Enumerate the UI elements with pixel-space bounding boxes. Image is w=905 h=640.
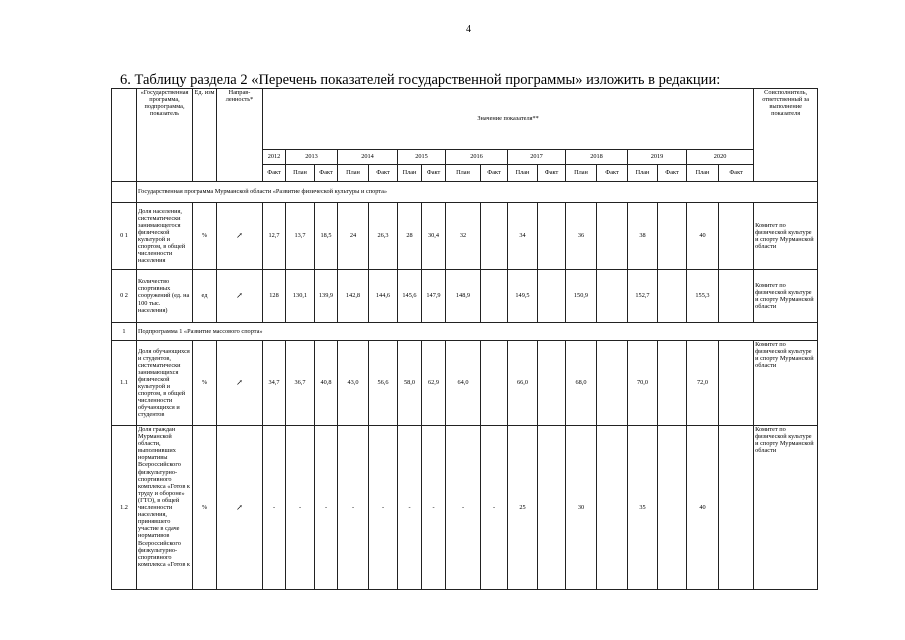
value-cell: 145,6 (398, 270, 422, 323)
unit-cell: % (193, 341, 217, 426)
value-cell: - (369, 426, 398, 590)
subprogram-row (112, 323, 818, 341)
indicator-name: Доля населения, систематически занимающегося физической культурой и спортом, в общей численности населения (137, 203, 193, 270)
unit-cell: % (193, 426, 217, 590)
sub-fact: Факт (315, 165, 338, 182)
value-cell: 34 (508, 203, 538, 270)
executor-cell: Комитет по физической культуре и спорту Мурманской области (754, 341, 818, 426)
unit-cell: ед (193, 270, 217, 323)
value-cell: 72,0 (687, 341, 719, 426)
executor-cell: Комитет по физической культуре и спорту Мурманской области (754, 426, 818, 590)
value-cell: 142,8 (338, 270, 369, 323)
value-cell: - (315, 426, 338, 590)
value-cell: 68,0 (566, 341, 597, 426)
value-cell: 152,7 (628, 270, 658, 323)
value-cell: 30 (566, 426, 597, 590)
value-cell (719, 270, 754, 323)
value-cell: 58,0 (398, 341, 422, 426)
value-cell: 28 (398, 203, 422, 270)
direction-arrow-icon: ↗ (217, 270, 263, 323)
sub-fact: Факт (263, 165, 286, 182)
direction-arrow-icon: ↗ (217, 203, 263, 270)
value-cell: 26,3 (369, 203, 398, 270)
value-cell (658, 426, 687, 590)
value-cell: 147,9 (422, 270, 446, 323)
unit-cell: % (193, 203, 217, 270)
year-2017: 2017 (508, 150, 566, 165)
table-row (112, 341, 818, 426)
sub-fact: Факт (422, 165, 446, 182)
indicator-name: Количество спортивных сооружений (ед. на 100 тыс. населения) (137, 270, 193, 323)
value-cell: 40 (687, 203, 719, 270)
page-heading: 6. Таблицу раздела 2 «Перечень показателей государственной программы» изложить в редакции: (120, 72, 721, 88)
header-indicator: «Государственная программа, подпрограмма, показатель (137, 89, 193, 182)
value-cell (719, 426, 754, 590)
value-cell: 25 (508, 426, 538, 590)
sub-fact: Факт (597, 165, 628, 182)
table-row (112, 270, 818, 323)
executor-cell: Комитет по физической культуре и спорту Мурманской области (754, 270, 818, 323)
sub-fact: Факт (481, 165, 508, 182)
indicators-table (111, 88, 818, 590)
value-cell: 70,0 (628, 341, 658, 426)
indicator-name: Доля граждан Мурманской области, выполнивших нормативы Всероссийского физкультурно-спортивного комплекса «Готов к труду и обороне» (ГТО), в общей численности населения, принявшего участие в сдаче нормативов Всероссийского физкультурно-спортивного комплекса «Готов к (137, 426, 193, 590)
value-cell: 149,5 (508, 270, 538, 323)
value-cell: - (446, 426, 481, 590)
page-number: 4 (466, 24, 471, 35)
sub-plan: План (338, 165, 369, 182)
sub-plan: План (446, 165, 481, 182)
value-cell: 35 (628, 426, 658, 590)
executor-cell: Комитет по физической культуре и спорту Мурманской области (754, 203, 818, 270)
header-executor: Соисполнитель, ответственный за выполнение показателя (754, 89, 818, 182)
header-unit: Ед. изм (193, 89, 217, 182)
value-cell (538, 341, 566, 426)
value-cell (597, 270, 628, 323)
sub-plan: План (398, 165, 422, 182)
value-cell: 40 (687, 426, 719, 590)
value-cell: - (481, 426, 508, 590)
row-number: 0 2 (112, 270, 137, 323)
value-cell (658, 203, 687, 270)
header-direction: Направ-ленность* (217, 89, 263, 182)
value-cell (481, 203, 508, 270)
value-cell (538, 270, 566, 323)
value-cell: 66,0 (508, 341, 538, 426)
table-row (112, 426, 818, 590)
value-cell: 130,1 (286, 270, 315, 323)
sub-plan: План (286, 165, 315, 182)
sub-plan: План (687, 165, 719, 182)
value-cell: 18,5 (315, 203, 338, 270)
value-cell: - (286, 426, 315, 590)
program-num-cell (112, 182, 137, 203)
value-cell: - (398, 426, 422, 590)
value-cell: 144,6 (369, 270, 398, 323)
value-cell: 40,8 (315, 341, 338, 426)
year-2016: 2016 (446, 150, 508, 165)
row-number: 0 1 (112, 203, 137, 270)
header-value: Значение показателя** (263, 89, 754, 150)
year-2019: 2019 (628, 150, 687, 165)
value-cell (481, 341, 508, 426)
year-2015: 2015 (398, 150, 446, 165)
value-cell (597, 341, 628, 426)
sub-plan: План (508, 165, 538, 182)
value-cell: 12,7 (263, 203, 286, 270)
value-cell: 64,0 (446, 341, 481, 426)
header-blank-cell (112, 89, 137, 182)
value-cell (538, 426, 566, 590)
direction-arrow-icon: ↗ (217, 341, 263, 426)
value-cell (719, 341, 754, 426)
year-2014: 2014 (338, 150, 398, 165)
value-cell (658, 341, 687, 426)
value-cell (658, 270, 687, 323)
sub-fact: Факт (658, 165, 687, 182)
row-number: 1.2 (112, 426, 137, 590)
sub-fact: Факт (719, 165, 754, 182)
year-2020: 2020 (687, 150, 754, 165)
sub-plan: План (566, 165, 597, 182)
direction-arrow-icon: ↗ (217, 426, 263, 590)
value-cell: 36 (566, 203, 597, 270)
year-2018: 2018 (566, 150, 628, 165)
value-cell (719, 203, 754, 270)
value-cell: - (263, 426, 286, 590)
value-cell: 56,6 (369, 341, 398, 426)
value-cell: 139,9 (315, 270, 338, 323)
header-row-1 (112, 89, 818, 150)
subprogram-number: 1 (112, 323, 137, 341)
value-cell (481, 270, 508, 323)
value-cell: 36,7 (286, 341, 315, 426)
value-cell: 13,7 (286, 203, 315, 270)
table-row (112, 203, 818, 270)
value-cell: 43,0 (338, 341, 369, 426)
value-cell: 148,9 (446, 270, 481, 323)
value-cell: - (422, 426, 446, 590)
value-cell: - (338, 426, 369, 590)
year-2013: 2013 (286, 150, 338, 165)
sub-plan: План (628, 165, 658, 182)
program-row (112, 182, 818, 203)
subprogram-title: Подпрограмма 1 «Развитие массового спорта» (137, 323, 818, 341)
value-cell: 128 (263, 270, 286, 323)
value-cell (597, 426, 628, 590)
value-cell: 38 (628, 203, 658, 270)
sub-fact: Факт (369, 165, 398, 182)
value-cell: 62,9 (422, 341, 446, 426)
value-cell: 155,3 (687, 270, 719, 323)
value-cell (538, 203, 566, 270)
value-cell: 34,7 (263, 341, 286, 426)
value-cell: 30,4 (422, 203, 446, 270)
program-title: Государственная программа Мурманской области «Развитие физической культуры и спорта» (137, 182, 818, 203)
value-cell (597, 203, 628, 270)
indicator-name: Доля обучающихся и студентов, систематически занимающихся физической культурой и спортом, в общей численности обучающихся и студентов (137, 341, 193, 426)
sub-fact: Факт (538, 165, 566, 182)
value-cell: 24 (338, 203, 369, 270)
year-2012: 2012 (263, 150, 286, 165)
value-cell: 32 (446, 203, 481, 270)
value-cell: 150,9 (566, 270, 597, 323)
row-number: 1.1 (112, 341, 137, 426)
